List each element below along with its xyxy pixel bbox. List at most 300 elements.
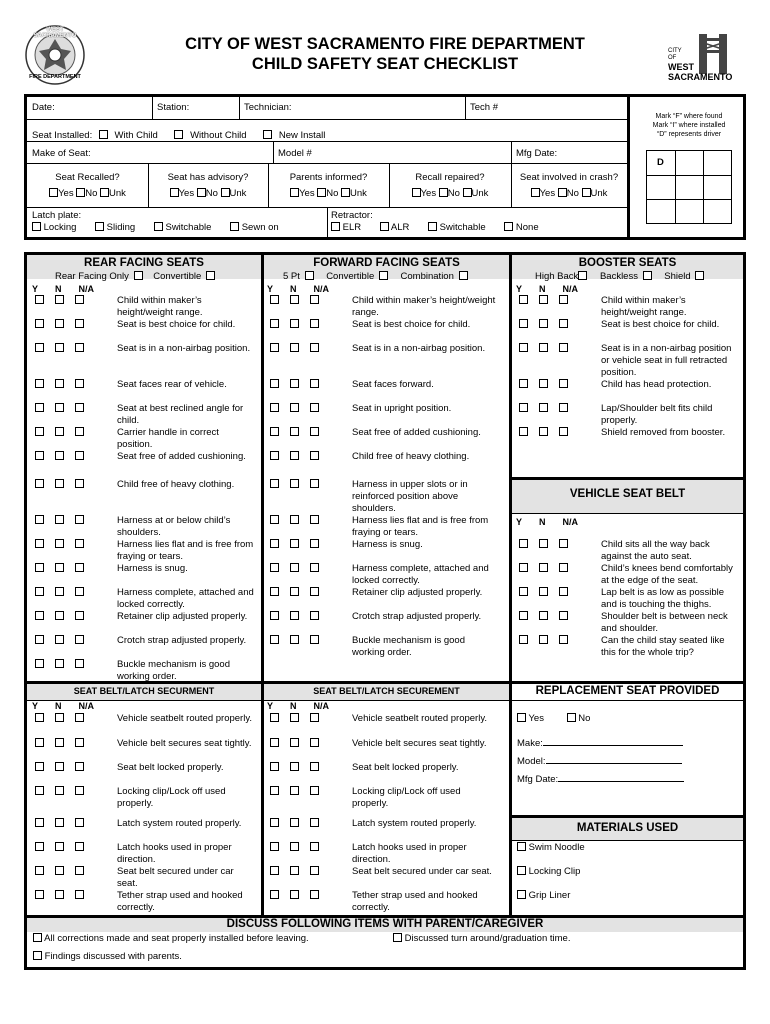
date-field[interactable]: Date:	[32, 102, 55, 113]
shield-checkbox[interactable]	[695, 271, 704, 280]
advisory-unk-checkbox[interactable]	[221, 188, 230, 197]
na-column: N/A	[313, 701, 330, 711]
parents-yes-checkbox[interactable]	[290, 188, 299, 197]
replacement-make-label: Make:	[517, 738, 543, 749]
no-checkbox[interactable]	[290, 866, 299, 875]
recalled-no-checkbox[interactable]	[76, 188, 85, 197]
combination-checkbox[interactable]	[459, 271, 468, 280]
yes-checkbox[interactable]	[35, 842, 44, 851]
yes-checkbox[interactable]	[270, 563, 279, 572]
high-back-checkbox[interactable]	[578, 271, 587, 280]
crash-unk-checkbox[interactable]	[582, 188, 591, 197]
replacement-mfg-label: Mfg Date:	[517, 774, 559, 785]
item-text: Seat faces rear of vehicle.	[117, 379, 227, 390]
unk-label: Unk	[229, 188, 247, 199]
na-checkbox[interactable]	[310, 403, 319, 412]
no-checkbox[interactable]	[55, 842, 64, 851]
without-child-checkbox[interactable]	[174, 130, 183, 139]
no-checkbox[interactable]	[55, 563, 64, 572]
yes-checkbox[interactable]	[270, 635, 279, 644]
yes-column: Y	[267, 701, 274, 711]
yes-checkbox[interactable]	[35, 451, 44, 460]
yes-checkbox[interactable]	[519, 563, 528, 572]
forward-column-headers	[267, 284, 329, 294]
no-checkbox[interactable]	[539, 343, 548, 352]
locking-checkbox[interactable]	[32, 222, 41, 231]
belt-left-header	[27, 684, 261, 700]
replacement-model-field[interactable]	[517, 755, 682, 767]
city-logo-line3: WEST	[668, 62, 694, 72]
na-column: N/A	[78, 701, 95, 711]
no-label: No	[205, 188, 218, 199]
driver-cell-label: D	[657, 157, 664, 168]
new-install-checkbox[interactable]	[263, 130, 272, 139]
replacement-options	[517, 713, 590, 724]
na-checkbox[interactable]	[75, 563, 84, 572]
yes-checkbox[interactable]	[270, 762, 279, 771]
na-checkbox[interactable]	[75, 427, 84, 436]
no-checkbox[interactable]	[539, 403, 548, 412]
no-checkbox[interactable]	[55, 866, 64, 875]
yes-checkbox[interactable]	[35, 403, 44, 412]
item-text: Seat faces forward.	[352, 379, 434, 390]
vehicle-position-grid[interactable]	[646, 150, 732, 224]
no-checkbox[interactable]	[539, 379, 548, 388]
no-checkbox[interactable]	[55, 403, 64, 412]
no-checkbox[interactable]	[539, 611, 548, 620]
technician-field[interactable]: Technician:	[244, 102, 292, 113]
yes-checkbox[interactable]	[270, 379, 279, 388]
na-checkbox[interactable]	[75, 379, 84, 388]
yes-checkbox[interactable]	[35, 379, 44, 388]
yes-checkbox[interactable]	[519, 379, 528, 388]
no-checkbox[interactable]	[290, 563, 299, 572]
no-checkbox[interactable]	[55, 451, 64, 460]
no-checkbox[interactable]	[55, 635, 64, 644]
make-of-seat-field[interactable]: Make of Seat:	[32, 148, 91, 159]
belt-left-title: SEAT BELT/LATCH SECURMENT	[73, 686, 215, 696]
yes-checkbox[interactable]	[270, 713, 279, 722]
na-checkbox[interactable]	[559, 563, 568, 572]
repaired-yes-checkbox[interactable]	[412, 188, 421, 197]
yes-column: Y	[516, 517, 523, 527]
na-column: N/A	[562, 284, 579, 294]
replacement-make-field[interactable]	[517, 737, 683, 749]
yes-checkbox[interactable]	[519, 539, 528, 548]
no-checkbox[interactable]	[55, 379, 64, 388]
high-back-label: High Back	[535, 271, 579, 282]
na-checkbox[interactable]	[310, 738, 319, 747]
switchable-checkbox[interactable]	[154, 222, 163, 231]
no-checkbox[interactable]	[539, 635, 548, 644]
yes-checkbox[interactable]	[35, 635, 44, 644]
item-text: Latch system routed properly.	[352, 818, 477, 829]
no-checkbox[interactable]	[55, 659, 64, 668]
no-checkbox[interactable]	[539, 295, 548, 304]
repaired-unk-checkbox[interactable]	[463, 188, 472, 197]
yes-checkbox[interactable]	[35, 515, 44, 524]
no-checkbox[interactable]	[539, 563, 548, 572]
tech-number-field[interactable]: Tech #	[470, 102, 498, 113]
no-checkbox[interactable]	[290, 403, 299, 412]
materials-header	[512, 818, 743, 840]
na-checkbox[interactable]	[310, 451, 319, 460]
vehicle-belt-title: VEHICLE SEAT BELT	[569, 488, 686, 500]
no-checkbox[interactable]	[290, 713, 299, 722]
yes-checkbox[interactable]	[519, 319, 528, 328]
na-checkbox[interactable]	[75, 890, 84, 899]
na-checkbox[interactable]	[559, 379, 568, 388]
na-checkbox[interactable]	[310, 379, 319, 388]
no-checkbox[interactable]	[290, 762, 299, 771]
na-checkbox[interactable]	[75, 515, 84, 524]
yes-column: Y	[267, 284, 274, 294]
question-parents	[268, 172, 389, 199]
no-checkbox[interactable]	[290, 295, 299, 304]
backless-checkbox[interactable]	[643, 271, 652, 280]
no-checkbox[interactable]	[55, 515, 64, 524]
no-checkbox[interactable]	[290, 319, 299, 328]
yes-checkbox[interactable]	[35, 890, 44, 899]
na-checkbox[interactable]	[310, 762, 319, 771]
no-checkbox[interactable]	[55, 539, 64, 548]
crash-no-checkbox[interactable]	[558, 188, 567, 197]
na-checkbox[interactable]	[75, 611, 84, 620]
replacement-yes-checkbox[interactable]	[517, 713, 526, 722]
yes-checkbox[interactable]	[35, 563, 44, 572]
yes-checkbox[interactable]	[519, 427, 528, 436]
no-checkbox[interactable]	[539, 427, 548, 436]
yes-checkbox[interactable]	[270, 818, 279, 827]
recalled-unk-checkbox[interactable]	[100, 188, 109, 197]
advisory-yes-checkbox[interactable]	[170, 188, 179, 197]
swim-noodle-label: Swim Noodle	[528, 842, 585, 853]
replacement-no-checkbox[interactable]	[567, 713, 576, 722]
yes-checkbox[interactable]	[270, 611, 279, 620]
yes-checkbox[interactable]	[270, 890, 279, 899]
forward-convertible-checkbox[interactable]	[379, 271, 388, 280]
no-checkbox[interactable]	[55, 479, 64, 488]
five-point-label: 5 Pt	[283, 271, 300, 282]
parents-no-checkbox[interactable]	[317, 188, 326, 197]
item-text: Child free of heavy clothing.	[117, 479, 235, 490]
item-text: Locking clip/Lock off used properly.	[352, 786, 461, 809]
na-checkbox[interactable]	[310, 427, 319, 436]
corrections-checkbox[interactable]	[33, 933, 42, 942]
na-checkbox[interactable]	[75, 403, 84, 412]
na-checkbox[interactable]	[310, 563, 319, 572]
findings-checkbox[interactable]	[33, 951, 42, 960]
city-logo	[665, 32, 745, 82]
turn-around-label: Discussed turn around/graduation time.	[404, 933, 571, 944]
yes-label: Yes	[420, 188, 437, 199]
none-label: None	[515, 222, 539, 233]
na-checkbox[interactable]	[75, 295, 84, 304]
na-checkbox[interactable]	[75, 818, 84, 827]
no-label: No	[85, 188, 98, 199]
na-checkbox[interactable]	[559, 295, 568, 304]
yes-checkbox[interactable]	[270, 539, 279, 548]
item-text: Latch system routed properly.	[117, 818, 242, 829]
yes-checkbox[interactable]	[35, 818, 44, 827]
yes-checkbox[interactable]	[519, 611, 528, 620]
yes-checkbox[interactable]	[35, 295, 44, 304]
item-text: Seat is best choice for child.	[117, 319, 236, 330]
replacement-mfg-field[interactable]	[517, 773, 684, 785]
na-checkbox[interactable]	[310, 479, 319, 488]
legend-line1: Mark “F” where found	[655, 113, 723, 120]
advisory-no-checkbox[interactable]	[197, 188, 206, 197]
no-checkbox[interactable]	[290, 479, 299, 488]
item-text: Child within maker’s height/weight range.	[117, 295, 203, 318]
yes-checkbox[interactable]	[519, 295, 528, 304]
yes-checkbox[interactable]	[35, 738, 44, 747]
swim-noodle-checkbox[interactable]	[517, 842, 526, 851]
yes-checkbox[interactable]	[35, 539, 44, 548]
item-text: Seat is in a non-airbag position.	[352, 343, 486, 354]
yes-checkbox[interactable]	[519, 403, 528, 412]
no-checkbox[interactable]	[55, 818, 64, 827]
backless-label: Backless	[599, 271, 638, 282]
na-checkbox[interactable]	[559, 403, 568, 412]
item-text: Vehicle belt secures seat tightly.	[352, 738, 487, 749]
yes-checkbox[interactable]	[270, 515, 279, 524]
item-text: Latch hooks used in proper direction.	[352, 842, 467, 865]
no-checkbox[interactable]	[290, 635, 299, 644]
no-checkbox[interactable]	[290, 786, 299, 795]
new-install-label: New Install	[278, 130, 326, 141]
yes-label: Yes	[178, 188, 195, 199]
none-checkbox[interactable]	[504, 222, 513, 231]
no-checkbox[interactable]	[55, 295, 64, 304]
na-checkbox[interactable]	[559, 611, 568, 620]
retractor-switchable-checkbox[interactable]	[428, 222, 437, 231]
rear-facing-only-checkbox[interactable]	[134, 271, 143, 280]
alr-checkbox[interactable]	[380, 222, 389, 231]
na-checkbox[interactable]	[310, 786, 319, 795]
na-checkbox[interactable]	[310, 587, 319, 596]
model-field[interactable]: Model #	[278, 148, 312, 159]
no-checkbox[interactable]	[290, 587, 299, 596]
yes-checkbox[interactable]	[270, 479, 279, 488]
no-checkbox[interactable]	[55, 343, 64, 352]
na-checkbox[interactable]	[75, 319, 84, 328]
na-checkbox[interactable]	[75, 659, 84, 668]
na-checkbox[interactable]	[310, 611, 319, 620]
unk-label: Unk	[590, 188, 608, 199]
no-checkbox[interactable]	[290, 427, 299, 436]
no-checkbox[interactable]	[55, 890, 64, 899]
no-checkbox[interactable]	[290, 539, 299, 548]
station-field[interactable]: Station:	[157, 102, 190, 113]
item-text: Vehicle belt secures seat tightly.	[117, 738, 252, 749]
na-checkbox[interactable]	[75, 587, 84, 596]
na-checkbox[interactable]	[310, 890, 319, 899]
yes-checkbox[interactable]	[270, 403, 279, 412]
yes-checkbox[interactable]	[270, 451, 279, 460]
no-label: No	[566, 188, 579, 199]
forward-facing-options	[283, 271, 468, 282]
yes-checkbox[interactable]	[270, 587, 279, 596]
five-point-checkbox[interactable]	[305, 271, 314, 280]
item-text: Seat free of added cushioning.	[117, 451, 246, 462]
na-checkbox[interactable]	[559, 343, 568, 352]
item-text: Buckle mechanism is good working order.	[117, 659, 230, 682]
no-checkbox[interactable]	[539, 539, 548, 548]
no-checkbox[interactable]	[290, 890, 299, 899]
repaired-no-checkbox[interactable]	[439, 188, 448, 197]
yes-checkbox[interactable]	[270, 319, 279, 328]
na-checkbox[interactable]	[310, 713, 319, 722]
no-checkbox[interactable]	[290, 818, 299, 827]
na-checkbox[interactable]	[75, 451, 84, 460]
item-text: Harness lies flat and is free from fraying or tears.	[117, 539, 254, 562]
no-checkbox[interactable]	[55, 611, 64, 620]
na-checkbox[interactable]	[559, 587, 568, 596]
yes-checkbox[interactable]	[35, 343, 44, 352]
item-text: Harness at or below child’s shoulders.	[117, 515, 231, 538]
yes-checkbox[interactable]	[270, 842, 279, 851]
recalled-yes-checkbox[interactable]	[49, 188, 58, 197]
no-checkbox[interactable]	[55, 762, 64, 771]
na-checkbox[interactable]	[75, 842, 84, 851]
item-text: Carrier handle in correct position.	[117, 427, 219, 450]
yes-checkbox[interactable]	[35, 866, 44, 875]
yes-checkbox[interactable]	[35, 762, 44, 771]
sliding-checkbox[interactable]	[95, 222, 104, 231]
yes-checkbox[interactable]	[270, 295, 279, 304]
yes-checkbox[interactable]	[270, 427, 279, 436]
na-checkbox[interactable]	[75, 635, 84, 644]
na-checkbox[interactable]	[75, 786, 84, 795]
sewn-on-checkbox[interactable]	[230, 222, 239, 231]
item-text: Harness complete, attached and locked correctly.	[117, 587, 254, 610]
na-checkbox[interactable]	[75, 479, 84, 488]
na-checkbox[interactable]	[310, 842, 319, 851]
yes-checkbox[interactable]	[270, 738, 279, 747]
na-checkbox[interactable]	[75, 762, 84, 771]
item-text: Can the child stay seated like this for the whole trip?	[601, 635, 725, 658]
yes-checkbox[interactable]	[35, 427, 44, 436]
question-advisory-label: Seat has advisory?	[167, 172, 249, 183]
na-checkbox[interactable]	[310, 818, 319, 827]
yes-checkbox[interactable]	[519, 587, 528, 596]
na-checkbox[interactable]	[310, 515, 319, 524]
no-checkbox[interactable]	[290, 738, 299, 747]
na-checkbox[interactable]	[559, 635, 568, 644]
yes-column: Y	[32, 284, 39, 294]
na-checkbox[interactable]	[75, 738, 84, 747]
yes-checkbox[interactable]	[35, 713, 44, 722]
page-title: CITY OF WEST SACRAMENTO FIRE DEPARTMENT	[185, 35, 585, 53]
no-checkbox[interactable]	[55, 587, 64, 596]
no-checkbox[interactable]	[290, 451, 299, 460]
no-checkbox[interactable]	[539, 587, 548, 596]
crash-yes-checkbox[interactable]	[531, 188, 540, 197]
item-text: Crotch strap adjusted properly.	[352, 611, 482, 622]
na-checkbox[interactable]	[310, 295, 319, 304]
no-checkbox[interactable]	[290, 611, 299, 620]
mfg-date-field[interactable]: Mfg Date:	[516, 148, 558, 159]
no-checkbox[interactable]	[55, 786, 64, 795]
locking-clip-checkbox[interactable]	[517, 866, 526, 875]
city-logo-line4: SACRAMENTO	[668, 72, 733, 82]
yes-checkbox[interactable]	[35, 319, 44, 328]
question-crash	[511, 172, 627, 199]
yes-checkbox[interactable]	[519, 343, 528, 352]
item-text: Tether strap used and hooked correctly.	[352, 890, 478, 913]
parents-unk-checkbox[interactable]	[341, 188, 350, 197]
yes-checkbox[interactable]	[519, 635, 528, 644]
na-checkbox[interactable]	[310, 319, 319, 328]
with-child-checkbox[interactable]	[99, 130, 108, 139]
question-parents-label: Parents informed?	[289, 172, 368, 183]
main-section	[24, 252, 746, 970]
elr-checkbox[interactable]	[331, 222, 340, 231]
grip-liner-checkbox[interactable]	[517, 890, 526, 899]
no-checkbox[interactable]	[290, 379, 299, 388]
badge-text-bottom: FIRE DEPARTMENT	[29, 74, 81, 80]
legend-text	[633, 112, 745, 139]
rear-facing-only-label: Rear Facing Only	[55, 271, 129, 282]
locking-clip-label: Locking Clip	[528, 866, 581, 877]
replacement-title: REPLACEMENT SEAT PROVIDED	[535, 685, 720, 697]
material-item	[517, 842, 585, 853]
belt-mid-header	[264, 684, 509, 700]
na-checkbox[interactable]	[310, 635, 319, 644]
vehicle-belt-header	[512, 480, 743, 513]
unk-label: Unk	[350, 188, 367, 199]
na-checkbox[interactable]	[559, 539, 568, 548]
findings-label: Findings discussed with parents.	[44, 951, 182, 962]
na-checkbox[interactable]	[75, 866, 84, 875]
na-checkbox[interactable]	[75, 539, 84, 548]
na-checkbox[interactable]	[310, 539, 319, 548]
no-checkbox[interactable]	[55, 427, 64, 436]
discuss-item-2	[393, 933, 570, 944]
no-checkbox[interactable]	[55, 319, 64, 328]
yes-checkbox[interactable]	[270, 866, 279, 875]
no-checkbox[interactable]	[290, 515, 299, 524]
na-checkbox[interactable]	[559, 427, 568, 436]
replacement-model-label: Model:	[517, 756, 546, 767]
booster-options	[535, 271, 704, 282]
no-checkbox[interactable]	[55, 713, 64, 722]
no-checkbox[interactable]	[55, 738, 64, 747]
yes-checkbox[interactable]	[35, 786, 44, 795]
na-checkbox[interactable]	[559, 319, 568, 328]
yes-checkbox[interactable]	[35, 659, 44, 668]
no-checkbox[interactable]	[290, 842, 299, 851]
item-text: Lap belt is as low as possible and is touching the thighs.	[601, 587, 725, 610]
yes-checkbox[interactable]	[35, 587, 44, 596]
belt-left-column-headers	[32, 701, 94, 711]
elr-label: ELR	[342, 222, 362, 233]
turn-around-checkbox[interactable]	[393, 933, 402, 942]
rear-convertible-checkbox[interactable]	[206, 271, 215, 280]
na-checkbox[interactable]	[310, 343, 319, 352]
yes-checkbox[interactable]	[35, 479, 44, 488]
no-checkbox[interactable]	[290, 343, 299, 352]
na-checkbox[interactable]	[75, 343, 84, 352]
no-checkbox[interactable]	[539, 319, 548, 328]
yes-checkbox[interactable]	[270, 786, 279, 795]
na-checkbox[interactable]	[75, 713, 84, 722]
yes-checkbox[interactable]	[270, 343, 279, 352]
item-text: Child sits all the way back against the auto seat.	[601, 539, 710, 562]
yes-checkbox[interactable]	[35, 611, 44, 620]
na-checkbox[interactable]	[310, 866, 319, 875]
